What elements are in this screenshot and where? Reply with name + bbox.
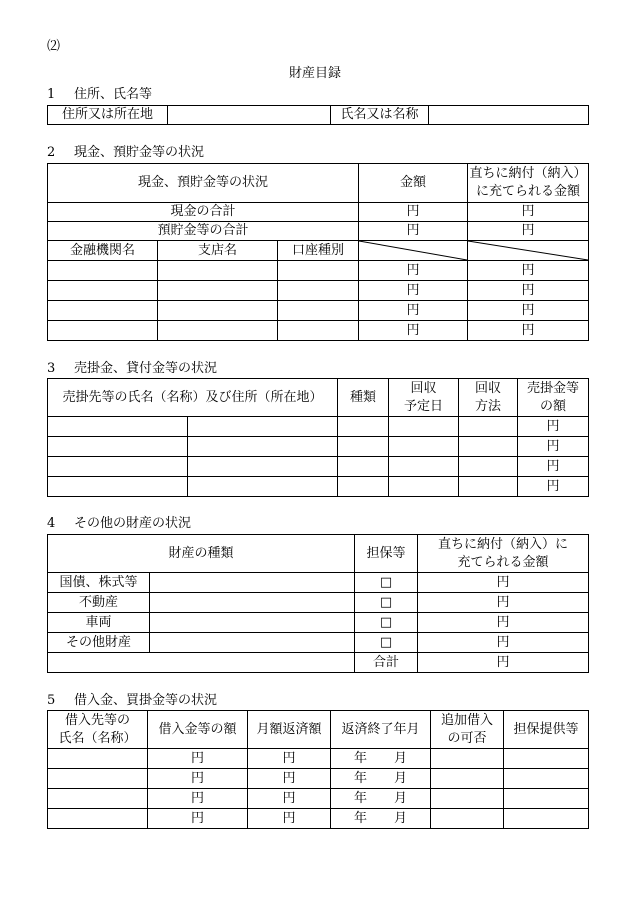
- section-number: 4: [47, 516, 56, 531]
- address-label: 住所又は所在地: [48, 106, 168, 125]
- branch-name-cell: [158, 321, 278, 341]
- asset-kind-header: 財産の種類: [48, 535, 355, 573]
- kind-cell: [338, 437, 389, 457]
- account-payable: 円: [468, 281, 589, 301]
- additional-borrowing-header: [431, 711, 504, 749]
- page-title: 財産目録: [288, 66, 341, 81]
- collateral-provision-cell: [504, 789, 589, 809]
- due-date-header-line-2: 予定日: [404, 398, 444, 414]
- section-number: 3: [47, 361, 56, 376]
- section-title: その他の財産の状況: [74, 516, 192, 531]
- due-date-cell: [389, 457, 459, 477]
- diagonal-line: [359, 241, 467, 260]
- checkbox-icon: □: [379, 634, 393, 650]
- payable-header-line-1: 直ちに納付（納入）に: [438, 536, 569, 552]
- collateral-cell: [355, 593, 418, 613]
- repayment-end-cell: [331, 789, 431, 809]
- asset-payable: 円: [418, 573, 589, 593]
- asset-detail-cell: [150, 593, 355, 613]
- section-title: 住所、氏名等: [74, 87, 153, 102]
- collection-method-cell: [459, 457, 518, 477]
- receivable-amount-header-line-2: の額: [540, 398, 567, 414]
- monthly-repayment: 円: [248, 809, 331, 829]
- debtor-address-cell: [188, 457, 338, 477]
- additional-borrowing-header-line-1: 追加借入: [440, 712, 493, 728]
- due-date-header: [389, 379, 459, 417]
- bank-name-cell: [48, 261, 158, 281]
- collateral-provision-cell: [504, 809, 589, 829]
- page-marker: ⑵: [47, 39, 61, 54]
- due-date-cell: [389, 477, 459, 497]
- section-number: 5: [47, 693, 56, 708]
- payable-header-line-2: に充てられる金額: [475, 184, 580, 199]
- loan-balance: 円: [148, 769, 248, 789]
- year-unit: 年: [353, 790, 367, 806]
- account-type-cell: [278, 261, 359, 281]
- account-type-cell: [278, 321, 359, 341]
- repayment-end-cell: [331, 749, 431, 769]
- collection-method-header: [459, 379, 518, 417]
- collection-method-cell: [459, 437, 518, 457]
- lender-name-cell: [48, 809, 148, 829]
- due-date-cell: [389, 417, 459, 437]
- lender-name-cell: [48, 749, 148, 769]
- cash-total-amount: 円: [359, 203, 468, 222]
- account-amount: 円: [359, 321, 468, 341]
- month-unit: 月: [394, 810, 408, 826]
- collateral-provision-cell: [504, 769, 589, 789]
- section-2-heading: [47, 145, 204, 161]
- other-assets-table: [47, 534, 589, 673]
- payable-header-line-1: 直ちに納付（納入）: [469, 166, 587, 181]
- receivable-amount: 円: [518, 437, 589, 457]
- year-unit: 年: [353, 810, 367, 826]
- account-amount: 円: [359, 261, 468, 281]
- section-4-heading: [47, 516, 191, 532]
- year-unit: 年: [353, 770, 367, 786]
- cash-total-payable: 円: [468, 203, 589, 222]
- receivable-amount: 円: [518, 457, 589, 477]
- loan-balance: 円: [148, 749, 248, 769]
- debtor-address-cell: [188, 437, 338, 457]
- deposit-total-payable: 円: [468, 222, 589, 241]
- debtor-address-cell: [188, 417, 338, 437]
- debtor-name-cell: [48, 437, 188, 457]
- additional-borrowing-header-line-2: の可否: [447, 730, 487, 746]
- section-number: 1: [47, 87, 56, 102]
- repayment-end-cell: [331, 809, 431, 829]
- payable-header: [468, 164, 589, 203]
- section-number: 2: [47, 145, 56, 160]
- deposit-total-amount: 円: [359, 222, 468, 241]
- collection-method-header-line-2: 方法: [475, 398, 502, 414]
- account-amount: 円: [359, 281, 468, 301]
- payable-header: [418, 535, 589, 573]
- collateral-provision-cell: [504, 749, 589, 769]
- month-unit: 月: [394, 770, 408, 786]
- year-unit: 年: [353, 750, 367, 766]
- account-payable: 円: [468, 261, 589, 281]
- monthly-repayment: 円: [248, 789, 331, 809]
- account-type-header: 口座種別: [278, 241, 359, 261]
- additional-borrowing-cell: [431, 749, 504, 769]
- due-date-header-line-1: 回収: [410, 380, 437, 396]
- address-name-table: [47, 105, 589, 125]
- address-value-cell: [168, 106, 331, 125]
- collection-method-cell: [459, 477, 518, 497]
- kind-cell: [338, 417, 389, 437]
- lender-header-line-2: 氏名（名称）: [58, 730, 137, 746]
- checkbox-icon: □: [379, 614, 393, 630]
- receivable-amount-header: [518, 379, 589, 417]
- loan-balance: 円: [148, 789, 248, 809]
- debtor-address-cell: [188, 477, 338, 497]
- due-date-cell: [389, 437, 459, 457]
- lender-name-cell: [48, 769, 148, 789]
- name-label: 氏名又は名称: [331, 106, 429, 125]
- kind-header: 種類: [338, 379, 389, 417]
- checkbox-icon: □: [379, 594, 393, 610]
- receivable-amount: 円: [518, 477, 589, 497]
- checkbox-icon: □: [379, 574, 393, 590]
- month-unit: 月: [394, 750, 408, 766]
- deposit-total-label: 預貯金等の合計: [48, 222, 359, 241]
- diagonal-line: [468, 241, 588, 260]
- receivable-amount-header-line-1: 売掛金等: [527, 380, 580, 396]
- collection-method-header-line-1: 回収: [475, 380, 502, 396]
- lender-header: [48, 711, 148, 749]
- total-spacer: [48, 653, 355, 673]
- collateral-header: 担保等: [355, 535, 418, 573]
- section-3-heading: [47, 361, 217, 377]
- monthly-repayment-header: 月額返済額: [248, 711, 331, 749]
- branch-name-header: 支店名: [158, 241, 278, 261]
- account-amount: 円: [359, 301, 468, 321]
- receivables-table: [47, 378, 589, 497]
- kind-cell: [338, 477, 389, 497]
- account-payable: 円: [468, 321, 589, 341]
- bank-name-header: 金融機関名: [48, 241, 158, 261]
- branch-name-cell: [158, 281, 278, 301]
- debtor-name-cell: [48, 477, 188, 497]
- asset-payable: 円: [418, 593, 589, 613]
- cash-deposits-header: 現金、預貯金等の状況: [48, 164, 359, 203]
- additional-borrowing-cell: [431, 809, 504, 829]
- payable-header-line-2: 充てられる金額: [457, 554, 549, 570]
- lender-name-cell: [48, 789, 148, 809]
- account-type-cell: [278, 301, 359, 321]
- section-title: 現金、預貯金等の状況: [74, 145, 205, 160]
- bank-name-cell: [48, 301, 158, 321]
- lender-header-line-1: 借入先等の: [64, 712, 130, 728]
- collection-method-cell: [459, 417, 518, 437]
- additional-borrowing-cell: [431, 769, 504, 789]
- cash-deposits-table: [47, 163, 589, 341]
- asset-payable: 円: [418, 613, 589, 633]
- section-title: 借入金、買掛金等の状況: [74, 693, 218, 708]
- asset-payable: 円: [418, 633, 589, 653]
- additional-borrowing-cell: [431, 789, 504, 809]
- asset-detail-cell: [150, 573, 355, 593]
- account-payable: 円: [468, 301, 589, 321]
- monthly-repayment: 円: [248, 749, 331, 769]
- monthly-repayment: 円: [248, 769, 331, 789]
- name-value-cell: [429, 106, 589, 125]
- account-type-cell: [278, 281, 359, 301]
- asset-label: 国債、株式等: [48, 573, 150, 593]
- loan-balance-header: 借入金等の額: [148, 711, 248, 749]
- debtor-name-cell: [48, 457, 188, 477]
- collateral-cell: [355, 573, 418, 593]
- collateral-cell: [355, 633, 418, 653]
- cash-total-label: 現金の合計: [48, 203, 359, 222]
- repayment-end-header: 返済終了年月: [331, 711, 431, 749]
- asset-label: 車両: [48, 613, 150, 633]
- section-1-heading: [47, 87, 152, 103]
- month-unit: 月: [394, 790, 408, 806]
- branch-name-cell: [158, 301, 278, 321]
- asset-detail-cell: [150, 613, 355, 633]
- receivable-amount: 円: [518, 417, 589, 437]
- amount-diagonal-cell: [359, 241, 468, 261]
- asset-detail-cell: [150, 633, 355, 653]
- collateral-provision-header: 担保提供等: [504, 711, 589, 749]
- total-label: 合計: [355, 653, 418, 673]
- bank-name-cell: [48, 281, 158, 301]
- bank-name-cell: [48, 321, 158, 341]
- section-5-heading: [47, 693, 217, 709]
- branch-name-cell: [158, 261, 278, 281]
- borrowings-table: [47, 710, 589, 829]
- asset-label: その他財産: [48, 633, 150, 653]
- repayment-end-cell: [331, 769, 431, 789]
- payable-diagonal-cell: [468, 241, 589, 261]
- loan-balance: 円: [148, 809, 248, 829]
- amount-header: 金額: [359, 164, 468, 203]
- total-payable: 円: [418, 653, 589, 673]
- collateral-cell: [355, 613, 418, 633]
- section-title: 売掛金、貸付金等の状況: [74, 361, 218, 376]
- debtor-header: 売掛先等の氏名（名称）及び住所（所在地）: [48, 379, 338, 417]
- debtor-name-cell: [48, 417, 188, 437]
- asset-label: 不動産: [48, 593, 150, 613]
- kind-cell: [338, 457, 389, 477]
